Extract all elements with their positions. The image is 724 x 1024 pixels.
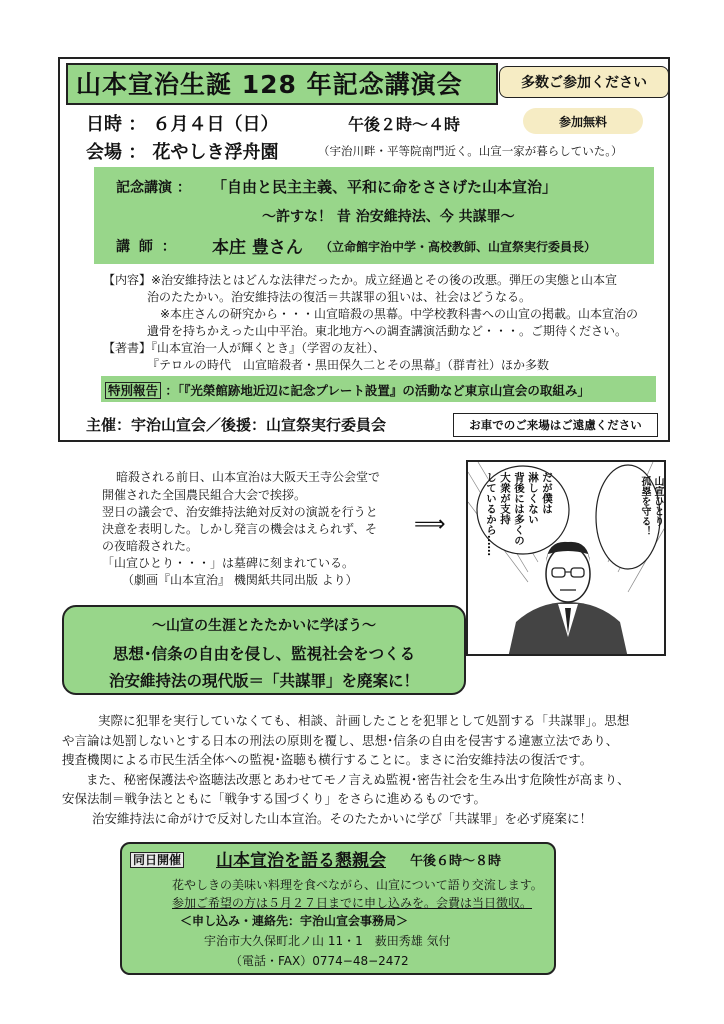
story-line: 暗殺される前日、山本宣治は大阪天王寺公会堂で	[116, 470, 381, 484]
content-line: 遺骨を持ちかえった山中平治。東北地方への調査講演活動など・・・。ご期待ください。	[147, 324, 628, 338]
comic-bubble-left: だが僕は 淋しくない 背後には多くの 大衆が支持 しているから……	[485, 472, 553, 556]
party-address: 宇治市大久保町北ノ山 11・1 薮田秀雄 気付	[204, 934, 451, 948]
speaker-note: （立命館宇治中学・高校教師、山宣祭実行委員長）	[320, 240, 597, 254]
special-report-tag: 特別報告	[105, 382, 161, 399]
body-line: や言論は処罰しないとする日本の刑法の原則を覆し、思想･信条の自由を侵害する違憲立法であり、	[62, 732, 619, 748]
body-line: 捜査機関による市民生活全体への監視･盗聴も横行することに。まさに治安維持法の復活です。	[62, 752, 593, 767]
body-line: また、秘密保護法や盗聴法改悪とあわせてモノ言えぬ監視･密告社会を生み出す危険性が高まり、	[86, 771, 630, 787]
comic-bubble-right: 山宣ひとり 孤塁を守る！	[639, 476, 663, 536]
content-line: 【内容】※治安維持法とはどんな法律だったか。成立経過とその後の改悪。弾圧の実態と山本宣	[103, 273, 618, 287]
content-line: 治のたたかい。治安維持法の復活＝共謀罪の狙いは、社会はどうなる。	[147, 290, 532, 304]
event-date: 日時 ： ６月４日（日）	[86, 114, 279, 135]
body-line: 安保法制＝戦争法とともに「戦争する国づくり」をさらに進めるものです。	[62, 791, 487, 806]
callout-line3: 治安維持法の現代版＝「共謀罪」を廃案に！	[108, 672, 419, 690]
body-line: 治安維持法に命がけで反対した山本宣治。そのたたかいに学び「共謀罪」を必ず廃案に！	[92, 810, 593, 826]
lecture-title: 「自由と民主主義、平和に命をささげた山本宣治」	[212, 178, 558, 196]
event-title: 山本宣治生誕 128 年記念講演会	[76, 70, 463, 99]
content-line: 『テロルの時代 山宣暗殺者・黒田保久二とその黒幕』（群青社）ほか多数	[147, 358, 550, 372]
content-line: 【著書】『山本宣治一人が輝くとき』（学習の友社）、	[103, 341, 386, 355]
free-admission-badge: 参加無料	[523, 108, 643, 134]
event-time: 午後２時〜４時	[348, 115, 461, 134]
callout-line1: 〜山宣の生涯とたたかいに学ぼう〜	[152, 618, 376, 634]
organizer: 主催：宇治山宣会／後援：山宣祭実行委員会	[86, 416, 387, 434]
party-line2: 参加ご希望の方は５月２７日までに申し込みを。会費は当日徴収。	[172, 896, 533, 910]
callout-line2: 思想･信条の自由を侵し、監視社会をつくる	[112, 645, 416, 663]
callout-box	[62, 605, 466, 695]
story-line: 開催された全国農民組合大会で挨拶。	[102, 488, 307, 502]
party-title: 山本宣治を語る懇親会	[216, 851, 386, 871]
story-line: 翌日の議会で、治安維持法絶対反対の演説を行うと	[102, 505, 378, 519]
content-line: ※本庄さんの研究から・・・山宣暗殺の黒幕。中学校教科書への山宣の掲載。山本宣治の	[160, 307, 639, 321]
party-tag: 同日開催	[130, 852, 184, 868]
lecture-label: 記念講演 ：	[116, 180, 191, 196]
car-notice: お車でのご来場はご遠慮ください	[453, 413, 658, 437]
venue-note: （宇治川畔・平等院南門近く。山宣一家が暮らしていた。）	[318, 144, 623, 158]
party-contact-label: ＜申し込み・連絡先：宇治山宣会事務局＞	[180, 914, 409, 928]
event-venue: 会場 ： 花やしき浮舟園	[86, 142, 279, 163]
please-attend-badge: 多数ご参加ください	[499, 66, 669, 98]
speaker-name: 本庄 豊さん	[212, 238, 303, 258]
story-line: 「山宣ひとり・・・」は墓碑に刻まれている。	[102, 556, 355, 570]
comic-panel	[466, 460, 666, 656]
arrow-icon: ⟹	[414, 512, 446, 537]
party-phone: （電話・FAX）0774−48−2472	[230, 954, 409, 968]
special-report-text: ：「『光榮館跡地近辺に記念プレート設置』の活動など東京山宣会の取組み」	[165, 383, 590, 398]
story-line: の夜暗殺された。	[102, 539, 199, 553]
body-line: 実際に犯罪を実行していなくても、相談、計画したことを犯罪として処罰する「共謀罪」。思想	[98, 713, 630, 728]
story-line: 決意を表明した。しかし発言の機会はえられず、そ	[102, 522, 378, 536]
story-source: （劇画『山本宣治』 機関紙共同出版 より）	[122, 573, 358, 587]
party-line1: 花やしきの美味い料理を食べながら、山宣について語り交流します。	[172, 878, 543, 892]
lecture-subtitle: 〜許すな！ 昔 治安維持法、今 共謀罪〜	[262, 209, 515, 225]
party-time: 午後６時〜８時	[410, 854, 502, 869]
speaker-label: 講 師 ：	[116, 239, 178, 255]
body-paragraph	[62, 711, 672, 828]
